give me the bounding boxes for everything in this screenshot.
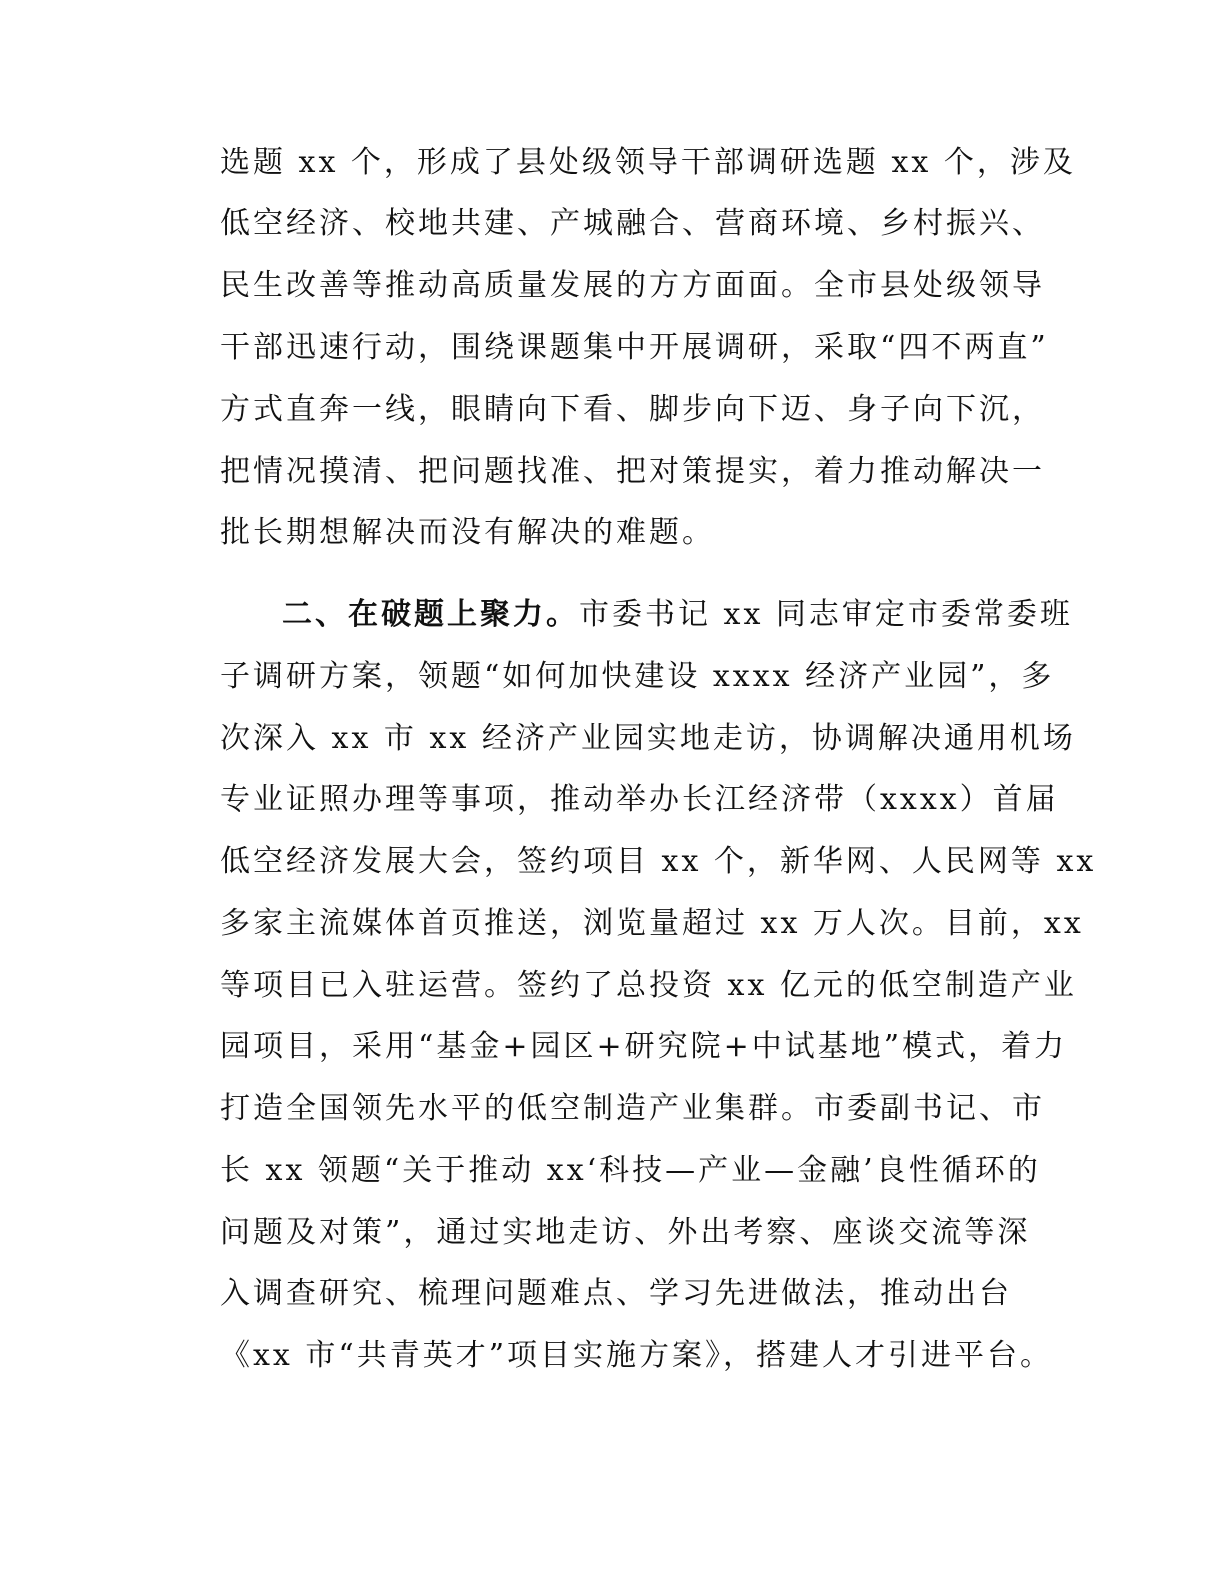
section-heading: 二、在破题上聚力。 [282, 597, 579, 632]
paragraph1-line-3: 民生改善等推动高质量发展的方方面面。全市县处级领导 [220, 268, 1045, 303]
paragraph2-line-6: 多家主流媒体首页推送，浏览量超过 xx 万人次。目前，xx [220, 906, 1084, 941]
paragraph2-line-8: 园项目，采用“基金+园区+研究院+中试基地”模式，着力 [220, 1029, 1068, 1064]
paragraph2-line-10: 长 xx 领题“关于推动 xx‘科技—产业—金融’良性循环的 [220, 1153, 1041, 1188]
paragraph2-first-line [282, 595, 1073, 635]
paragraph2-line-13: 《xx 市“共青英才”项目实施方案》，搭建人才引进平台。 [220, 1338, 1054, 1373]
paragraph1-line-6: 把情况摸清、把问题找准、把对策提实，着力推动解决一 [220, 454, 1045, 489]
paragraph1-line-1: 选题 xx 个，形成了县处级领导干部调研选题 xx 个，涉及 [220, 145, 1076, 180]
paragraph1-line-7: 批长期想解决而没有解决的难题。 [220, 515, 715, 550]
paragraph2-first-line-text: 市委书记 xx 同志审定市委常委班 [579, 597, 1073, 632]
paragraph2-line-9: 打造全国领先水平的低空制造产业集群。市委副书记、市 [220, 1091, 1045, 1126]
paragraph2-line-5: 低空经济发展大会，签约项目 xx 个，新华网、人民网等 xx [220, 844, 1097, 879]
paragraph1-line-2: 低空经济、校地共建、产城融合、营商环境、乡村振兴、 [220, 206, 1045, 241]
paragraph2-line-4: 专业证照办理等事项，推动举办长江经济带（xxxx）首届 [220, 782, 1059, 817]
paragraph2-line-11: 问题及对策”，通过实地走访、外出考察、座谈交流等深 [220, 1215, 1031, 1250]
paragraph1-line-4: 干部迅速行动，围绕课题集中开展调研，采取“四不两直” [220, 330, 1049, 365]
paragraph2-line-2: 子调研方案，领题“如何加快建设 xxxx 经济产业园”，多 [220, 659, 1055, 694]
paragraph2-line-3: 次深入 xx 市 xx 经济产业园实地走访，协调解决通用机场 [220, 721, 1076, 756]
paragraph2-line-7: 等项目已入驻运营。签约了总投资 xx 亿元的低空制造产业 [220, 968, 1077, 1003]
paragraph1-line-5: 方式直奔一线，眼睛向下看、脚步向下迈、身子向下沉， [220, 392, 1045, 427]
paragraph2-line-12: 入调查研究、梳理问题难点、学习先进做法，推动出台 [220, 1276, 1012, 1311]
